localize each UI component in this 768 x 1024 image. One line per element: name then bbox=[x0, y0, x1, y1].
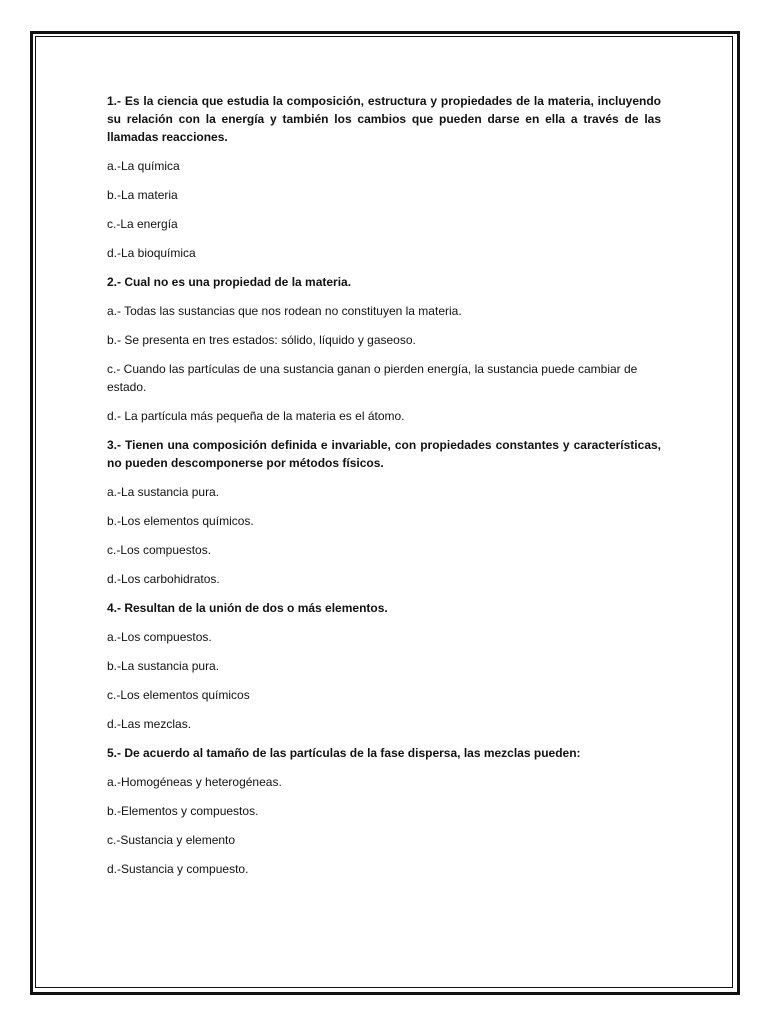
option-a: a.-Homogéneas y heterogéneas. bbox=[107, 775, 282, 789]
option-d: d.-Las mezclas. bbox=[107, 717, 192, 731]
option-a: a.- Todas las sustancias que nos rodean no constituyen la materia. bbox=[107, 304, 462, 318]
question-1 bbox=[107, 92, 661, 262]
option-c: c.-Los elementos químicos bbox=[107, 688, 250, 702]
option-c: c.-Sustancia y elemento bbox=[107, 833, 236, 847]
option-b: b.-Los elementos químicos. bbox=[107, 514, 254, 528]
question-text: 3.- Tienen una composición definida e invariable, con propiedades constantes y características, no pueden descomponerse por métodos físicos. bbox=[107, 438, 661, 470]
question-5 bbox=[107, 744, 661, 878]
option-b: b.-Elementos y compuestos. bbox=[107, 804, 259, 818]
option-a: a.-La química bbox=[107, 159, 180, 173]
question-text: 1.- Es la ciencia que estudia la composición, estructura y propiedades de la materia, incluyendo su relación con la energía y también los cambios que pueden darse en ella a través de las llamadas reacciones. bbox=[107, 94, 661, 144]
option-b: b.-La materia bbox=[107, 188, 178, 202]
question-4 bbox=[107, 599, 661, 733]
option-d: d.-La bioquímica bbox=[107, 246, 196, 260]
option-d: d.-Los carbohidratos. bbox=[107, 572, 220, 586]
question-2 bbox=[107, 273, 661, 425]
option-d: d.- La partícula más pequeña de la materia es el átomo. bbox=[107, 409, 405, 423]
option-b: b.- Se presenta en tres estados: sólido, líquido y gaseoso. bbox=[107, 333, 416, 347]
quiz-content bbox=[107, 92, 661, 889]
question-text: 2.- Cual no es una propiedad de la materia. bbox=[107, 275, 352, 289]
option-c: c.- Cuando las partículas de una sustancia ganan o pierden energía, la sustancia puede cambiar de estado. bbox=[107, 362, 638, 394]
option-d: d.-Sustancia y compuesto. bbox=[107, 862, 249, 876]
question-3 bbox=[107, 436, 661, 588]
option-a: a.-La sustancia pura. bbox=[107, 485, 220, 499]
option-c: c.-La energía bbox=[107, 217, 178, 231]
option-a: a.-Los compuestos. bbox=[107, 630, 212, 644]
option-b: b.-La sustancia pura. bbox=[107, 659, 220, 673]
question-text: 4.- Resultan de la unión de dos o más elementos. bbox=[107, 601, 388, 615]
question-text: 5.- De acuerdo al tamaño de las partículas de la fase dispersa, las mezclas pueden: bbox=[107, 746, 581, 760]
option-c: c.-Los compuestos. bbox=[107, 543, 212, 557]
